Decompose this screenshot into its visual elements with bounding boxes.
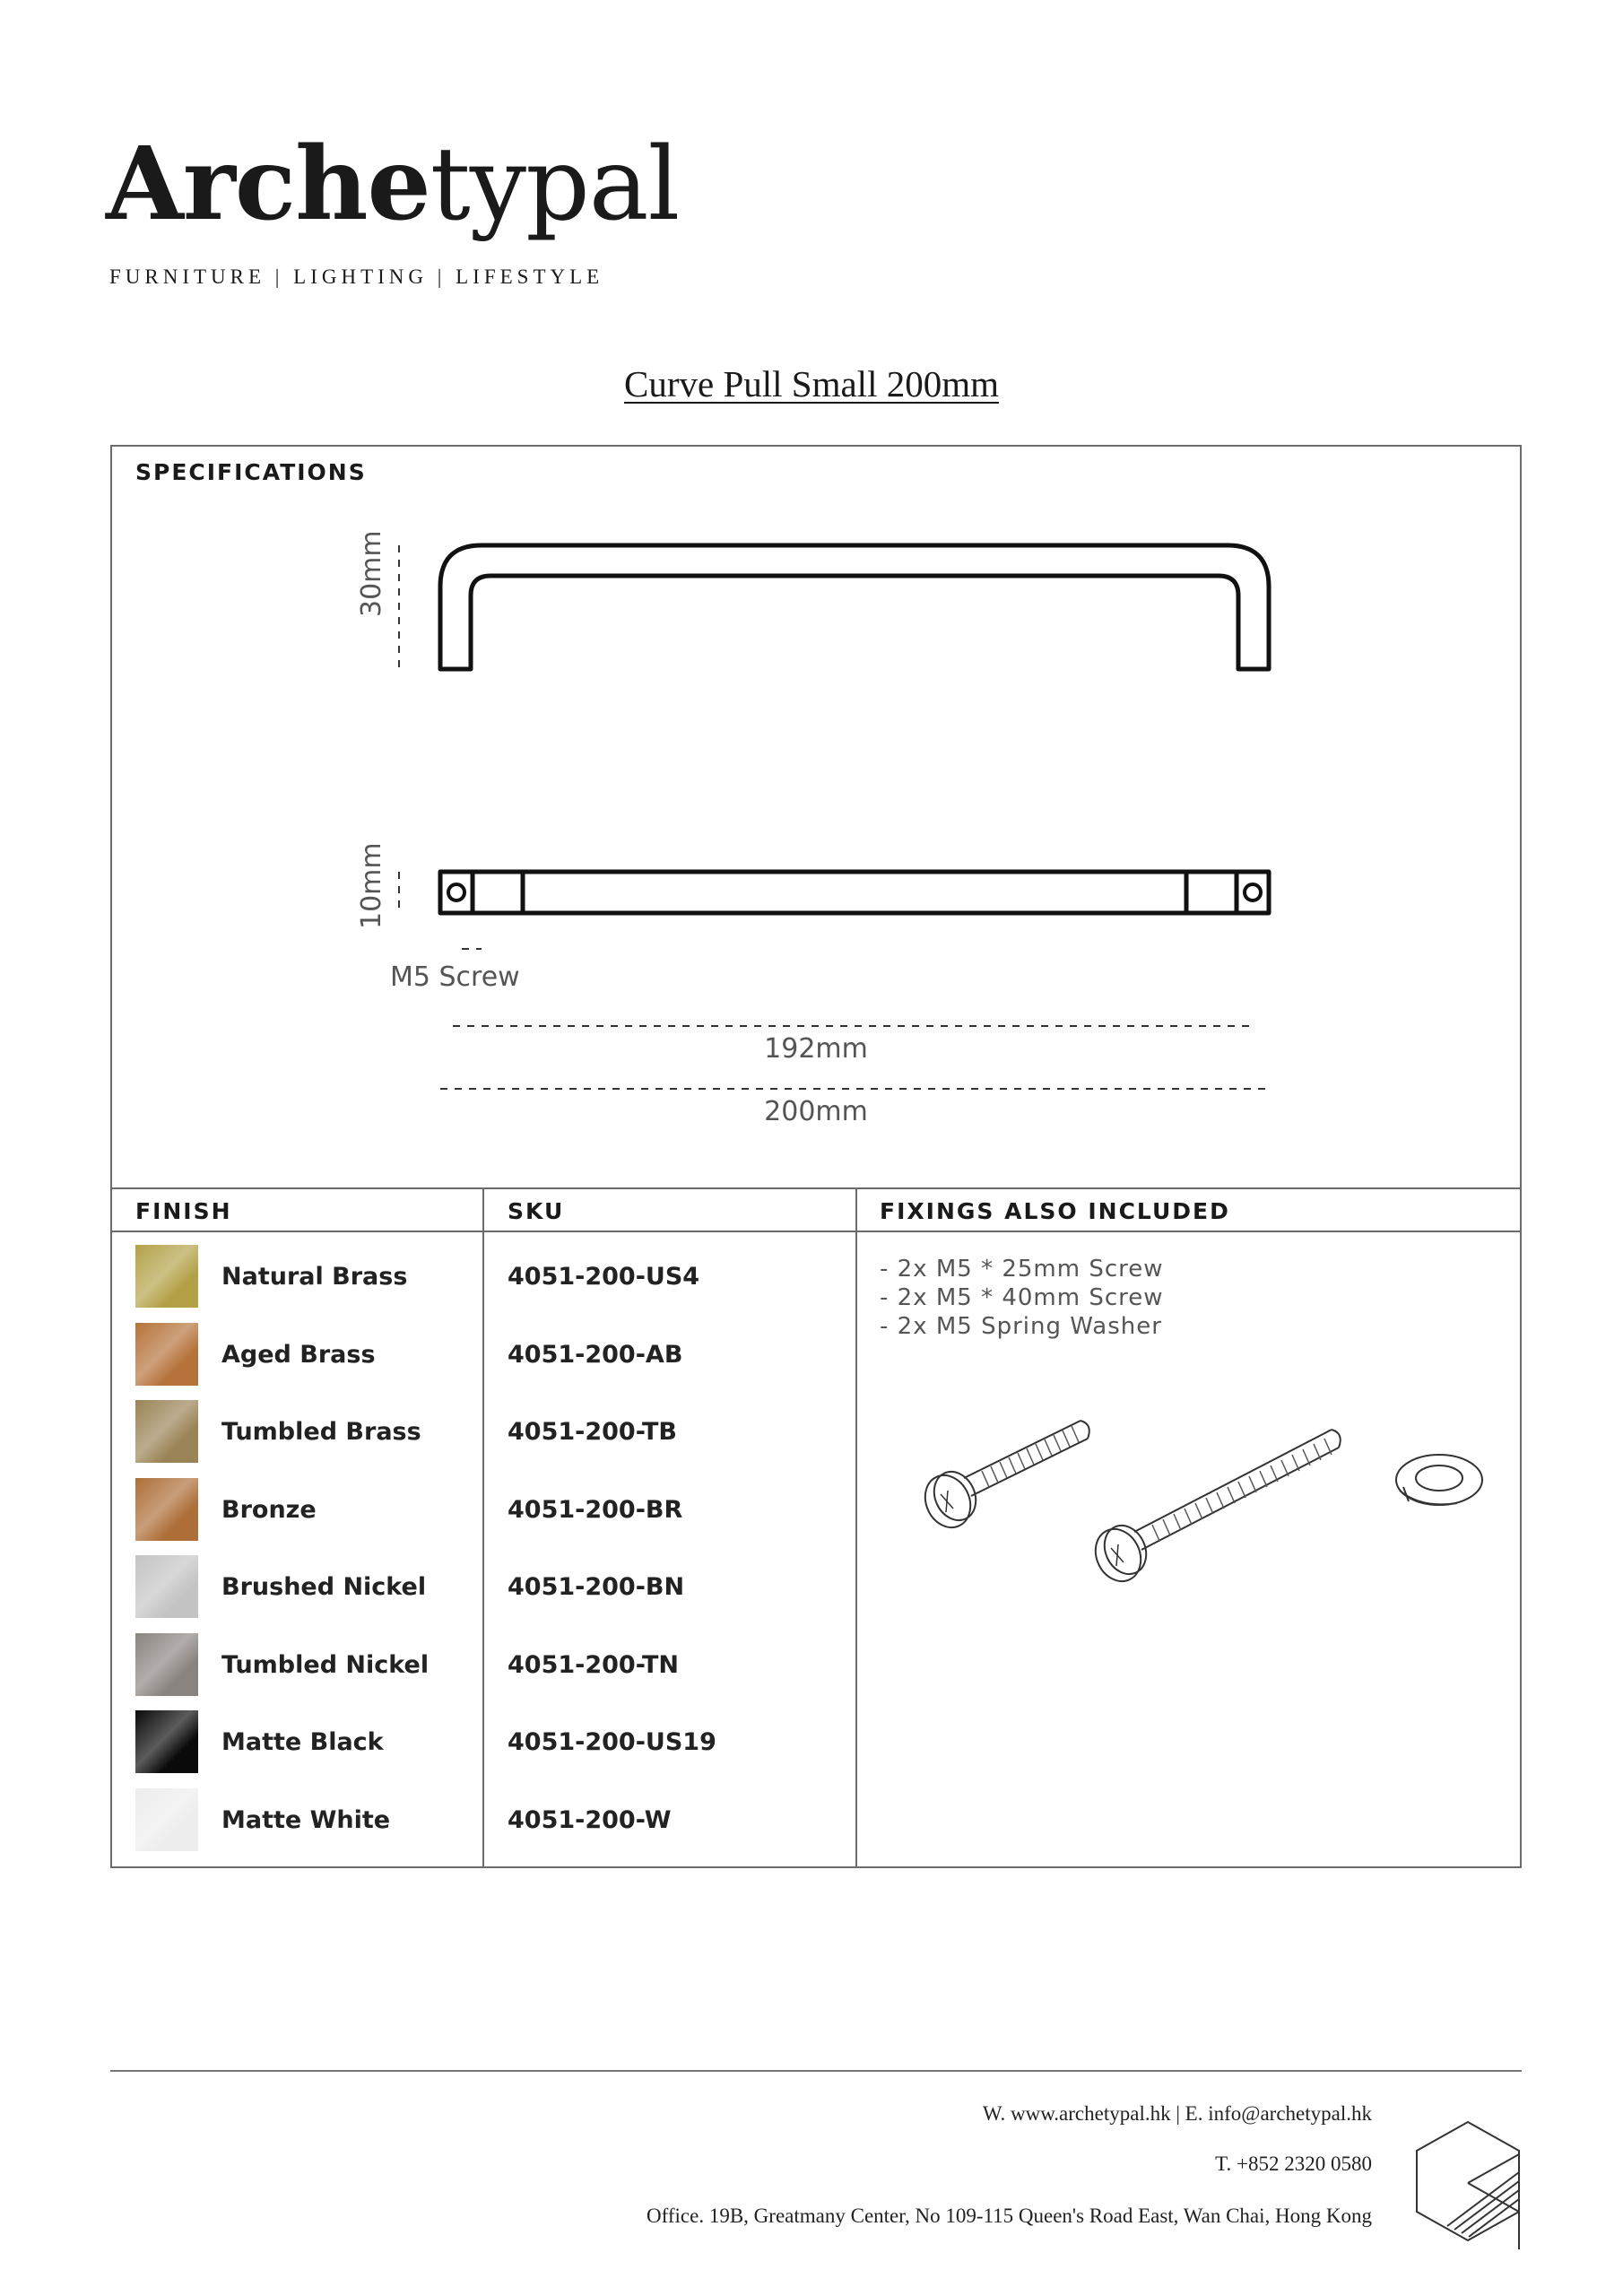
- brand-logo: [106, 126, 680, 243]
- finish-swatch: [135, 1555, 198, 1618]
- short-screw-icon: [917, 1421, 1089, 1535]
- fixings-illustration: [901, 1397, 1493, 1613]
- brand-tagline: FURNITURE | LIGHTING | LIFESTYLE: [109, 265, 604, 288]
- footer-office-address: Office. 19B, Greatmany Center, No 109-115 Queen's Road East, Wan Chai, Hong Kong: [647, 2205, 1372, 2227]
- finish-sku: 4051-200-BN: [508, 1573, 685, 1601]
- long-screw-icon: [1088, 1430, 1341, 1588]
- finish-name: Aged Brass: [221, 1340, 376, 1369]
- table-header-border: [112, 1231, 1520, 1232]
- fixing-item-3: - 2x M5 Spring Washer: [880, 1313, 1162, 1340]
- footer-phone: T. +852 2320 0580: [1215, 2152, 1372, 2175]
- height-dimension-label: 30mm: [356, 530, 387, 617]
- product-drawing: [112, 447, 1520, 1191]
- finish-name: Matte Black: [221, 1728, 384, 1756]
- page-title: [0, 362, 1623, 405]
- table-col-divider-2: [855, 1187, 857, 1866]
- handle-side-view: [440, 872, 1269, 913]
- finish-swatch: [135, 1323, 198, 1386]
- finish-sku: 4051-200-BR: [508, 1495, 683, 1524]
- finish-swatch: [135, 1710, 198, 1773]
- finish-swatch: [135, 1245, 198, 1308]
- length-dimension-label: 200mm: [764, 1096, 868, 1127]
- finish-swatch: [135, 1788, 198, 1851]
- screw-hole-right: [1245, 884, 1261, 900]
- finish-sku: 4051-200-W: [508, 1805, 672, 1834]
- specifications-box: [110, 445, 1522, 1868]
- page-title-text: Curve Pull Small 200mm: [624, 363, 999, 404]
- depth-dimension-label: 10mm: [356, 842, 387, 929]
- header-fixings: FIXINGS ALSO INCLUDED: [880, 1198, 1230, 1224]
- table-top-border: [112, 1187, 1520, 1189]
- screw-label: M5 Screw: [390, 961, 520, 993]
- finish-swatch: [135, 1478, 198, 1541]
- finish-sku: 4051-200-US4: [508, 1263, 700, 1291]
- logo-light-part: typal: [430, 126, 680, 243]
- finish-swatch: [135, 1633, 198, 1696]
- finish-swatch: [135, 1400, 198, 1463]
- finish-name: Tumbled Nickel: [221, 1650, 430, 1679]
- finish-sku: 4051-200-US19: [508, 1728, 716, 1756]
- fixing-item-2: - 2x M5 * 40mm Screw: [880, 1284, 1164, 1311]
- finish-name: Matte White: [221, 1805, 391, 1834]
- finish-name: Tumbled Brass: [221, 1418, 421, 1446]
- spring-washer-icon: [1396, 1455, 1482, 1505]
- finish-sku: 4051-200-TB: [508, 1418, 677, 1446]
- footer-divider: [110, 2070, 1522, 2072]
- logo-bold-part: Arche: [106, 126, 430, 243]
- finish-name: Bronze: [221, 1495, 317, 1524]
- finish-name: Brushed Nickel: [221, 1573, 427, 1601]
- archetypal-hexagon-logo-icon: [1411, 2118, 1524, 2253]
- finish-name: Natural Brass: [221, 1263, 408, 1291]
- footer-contact: W. www.archetypal.hk | E. info@archetypal.hk: [982, 2102, 1372, 2125]
- fixing-item-1: - 2x M5 * 25mm Screw: [880, 1256, 1164, 1283]
- header-finish: FINISH: [135, 1198, 232, 1224]
- finish-sku: 4051-200-AB: [508, 1340, 683, 1369]
- screw-hole-left: [448, 884, 464, 900]
- header-sku: SKU: [508, 1198, 565, 1224]
- specifications-heading: SPECIFICATIONS: [135, 459, 367, 485]
- finish-sku: 4051-200-TN: [508, 1650, 679, 1679]
- handle-top-view: [440, 545, 1269, 669]
- table-col-divider-1: [482, 1187, 484, 1866]
- centers-dimension-label: 192mm: [764, 1033, 868, 1065]
